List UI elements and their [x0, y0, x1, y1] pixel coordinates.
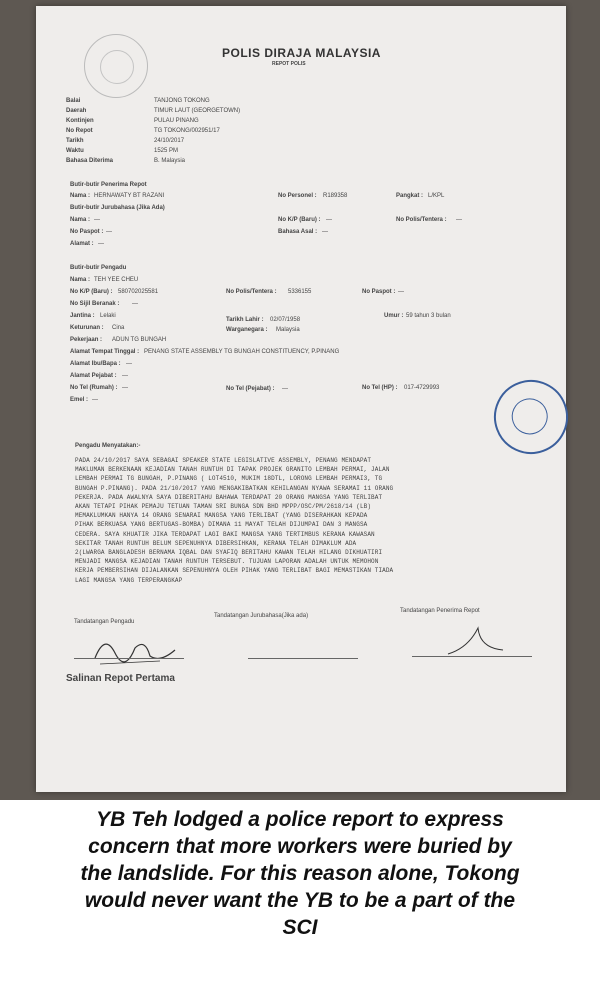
int-alamat-value: —: [98, 241, 104, 247]
int-bahasa-label: Bahasa Asal :: [278, 229, 318, 235]
complainant-signature: [90, 628, 180, 668]
c-keturunan-value: Cina: [112, 325, 125, 331]
c-polis-value: 5336155: [288, 289, 312, 295]
int-kp-value: —: [326, 217, 332, 223]
caption-line: YB Teh lodged a police report to express: [96, 808, 504, 831]
field-label: Kontinjen: [66, 118, 94, 124]
sig-line: [248, 658, 358, 659]
sig-line: [74, 658, 184, 659]
statement-line: PIHAK BERKUASA YANG BERTUGAS-BOMBA) DIMANA 11 MAYAT TELAH DIJUMPAI DAN 3 MANGSA: [75, 521, 368, 529]
c-emel-value: —: [92, 397, 98, 403]
statement-line: MAKLUMAN BERKENAAN KEJADIAN TANAH RUNTUH DI TAPAK PROJEK GRANITO LEMBAH PERMAI, JALAN: [75, 466, 390, 474]
int-polis-label: No Polis/Tentera :: [396, 217, 447, 223]
sig-jurubahasa-label: Tandatangan Jurubahasa(Jika ada): [214, 613, 309, 619]
statement-line: KERJA PEMBERSIHAN DIJALANKAN SEPENUHNYA OLEH PIHAK YANG TERLIBAT BAGI MEMASTIKAN TIADA: [75, 567, 394, 575]
statement-line: LAGI MANGSA YANG TERPERANGKAP: [75, 576, 183, 584]
field-label: Bahasa Diterima: [66, 158, 114, 164]
c-telpejabat-label: No Tel (Pejabat) :: [226, 386, 275, 392]
police-crest-icon: [84, 34, 148, 98]
c-pejabat-value: —: [122, 373, 128, 379]
statement-line: PADA 24/10/2017 SAYA SEBAGAI SPEAKER STATE LEGISLATIVE ASSEMBLY, PENANG MENDAPAT: [75, 457, 372, 464]
statement-line: 2(LWARGA BANGLADESH BERNAMA IQBAL DAN SYAFIQ BERITAHU KAWAN TELAH HILANG DIKHUATIRI: [75, 549, 383, 557]
statement-line: PEKERJA. PADA AWALNYA SAYA DIBERITAHU BAHAWA TERDAPAT 20 ORANG MANGSA YANG TERLIBAT: [75, 493, 383, 501]
c-umur-label: Umur :: [384, 313, 404, 319]
int-paspot-value: —: [106, 229, 112, 235]
c-pejabat-label: Alamat Pejabat :: [70, 373, 117, 379]
receiver-signature: [428, 618, 518, 658]
c-tinggal-value: PENANG STATE ASSEMBLY TG BUNGAH CONSTITUENCY, P.PINANG: [144, 349, 340, 355]
field-value: 1525 PM: [154, 148, 179, 154]
c-sijil-value: —: [132, 301, 138, 307]
field-value: 24/10/2017: [154, 138, 185, 144]
field-value: TANJONG TOKONG: [154, 98, 210, 104]
c-jantina-label: Jantina :: [70, 313, 95, 319]
c-pekerjaan-value: ADUN TG BUNGAH: [112, 337, 167, 343]
caption-line: SCI: [282, 916, 318, 939]
statement-line: AKAN TETAPI PIHAK PEMAJU TETUAN TAMAN SRI BUNGA SDN BHD MPPP/OSC/PM/2618/14 (LB): [75, 503, 372, 511]
c-pekerjaan-label: Pekerjaan :: [70, 337, 103, 343]
statement-line: SEKITAR TANAH RUNTUH BELUM SEPENUHNYA DIBERSIHKAN, KERANA TELAH DIMAKLUM ADA: [75, 539, 357, 547]
field-value: TIMUR LAUT (GEORGETOWN): [154, 108, 241, 114]
statement-body: [75, 456, 543, 585]
field-value: B. Malaysia: [154, 158, 186, 164]
sig-penerima-label: Tandatangan Penerima Repot: [400, 608, 480, 614]
caption-line: the landslide. For this reason alone, Tokong: [80, 862, 520, 885]
caption-line: concern that more workers were buried by: [88, 835, 512, 858]
statement-line: CEDERA. SAYA KHUATIR JIKA TERDAPAT LAGI BAKI MANGSA YANG TERTIMBUS KERANA KAWASAN: [75, 530, 375, 538]
c-paspot-value: —: [398, 289, 404, 295]
c-lahir-label: Tarikh Lahir :: [226, 317, 264, 323]
c-telhp-value: 017-4729993: [404, 385, 440, 391]
c-name-value: TEH YEE CHEU: [94, 277, 139, 283]
c-keturunan-label: Keturunan :: [70, 325, 104, 331]
c-tinggal-label: Alamat Tempat Tinggal :: [70, 349, 140, 355]
interpreter-heading: Butir-butir Jurubahasa (Jika Ada): [70, 205, 165, 211]
report-title: POLIS DIRAJA MALAYSIA: [222, 46, 381, 60]
personel-label: No Personel :: [278, 193, 317, 199]
sig-line: [412, 656, 532, 657]
field-label: Balai: [66, 98, 81, 104]
field-value: TG TOKONG/002951/17: [154, 128, 220, 134]
c-telrumah-value: —: [122, 385, 128, 391]
int-kp-label: No K/P (Baru) :: [278, 217, 321, 223]
sig-pengadu-label: Tandatangan Pengadu: [74, 619, 135, 625]
int-alamat-label: Alamat :: [70, 241, 94, 247]
c-jantina-value: Lelaki: [100, 313, 116, 319]
c-umur-value: 59 tahun 3 bulan: [406, 313, 451, 319]
int-name-label: Nama :: [70, 217, 91, 223]
int-name-value: —: [94, 217, 100, 223]
c-kp-value: 580702025581: [118, 289, 159, 295]
complainant-heading: Butir-butir Pengadu: [70, 265, 127, 271]
statement-line: BUNGAH P.PINANG). PADA 21/10/2017 YANG MENGAKIBATKAN KEHILANGAN NYAWA SERAMAI 11 ORANG: [75, 484, 394, 492]
c-sijil-label: No Sijil Beranak :: [70, 301, 120, 307]
c-kp-label: No K/P (Baru) :: [70, 289, 113, 295]
receiver-name-label: Nama :: [70, 193, 91, 199]
c-ibubapa-label: Alamat Ibu/Bapa :: [70, 361, 121, 367]
c-ibubapa-value: —: [126, 361, 132, 367]
c-polis-label: No Polis/Tentera :: [226, 289, 277, 295]
c-name-label: Nama :: [70, 277, 91, 283]
statement-line: MEMAKLUMKAN HANYA 14 ORANG SENARAI MANGSA YANG TERLIBAT (YANG DISERAHKAN KEPADA: [75, 512, 368, 520]
police-stamp-icon: [484, 370, 579, 465]
field-label: Tarikh: [66, 138, 84, 144]
pangkat-value: L/KPL: [428, 193, 445, 199]
footer-copy-label: Salinan Repot Pertama: [66, 673, 175, 684]
int-polis-value: —: [456, 217, 462, 223]
c-warga-value: Malaysia: [276, 327, 300, 333]
c-emel-label: Emel :: [70, 397, 89, 403]
c-paspot-label: No Paspot :: [362, 289, 396, 295]
police-report-paper: [36, 6, 566, 792]
personel-value: R189358: [323, 193, 348, 199]
receiver-name: HERNAWATY BT RAZANI: [94, 193, 165, 199]
c-lahir-value: 02/07/1958: [270, 317, 301, 323]
c-telpejabat-value: —: [282, 386, 288, 392]
statement-line: LEMBAH PERMAI TG BUNGAH, P.PINANG ( LOT4510, MUKIM 18DTL, LORONG LEMBAH PERMAI3, TG: [75, 475, 383, 483]
int-bahasa-value: —: [322, 229, 328, 235]
receiver-heading: Butir-butir Penerima Repot: [70, 182, 147, 188]
c-telhp-label: No Tel (HP) :: [362, 385, 398, 391]
caption-line: would never want the YB to be a part of the: [84, 889, 516, 912]
pangkat-label: Pangkat :: [396, 193, 424, 199]
field-label: No Repot: [66, 128, 93, 134]
field-label: Daerah: [66, 108, 87, 114]
field-value: PULAU PINANG: [154, 118, 199, 124]
statement-heading: Pengadu Menyatakan:-: [75, 443, 141, 449]
report-subtitle: REPOT POLIS: [272, 61, 306, 67]
statement-line: MENJADI MANGSA KEJADIAN TANAH RUNTUH TERSEBUT. TUJUAN LAPORAN ADALAH UNTUK MEMOHON: [75, 558, 379, 566]
c-warga-label: Warganegara :: [226, 327, 268, 333]
field-label: Waktu: [66, 148, 84, 154]
c-telrumah-label: No Tel (Rumah) :: [70, 385, 118, 391]
int-paspot-label: No Paspot :: [70, 229, 104, 235]
caption: [0, 806, 600, 941]
